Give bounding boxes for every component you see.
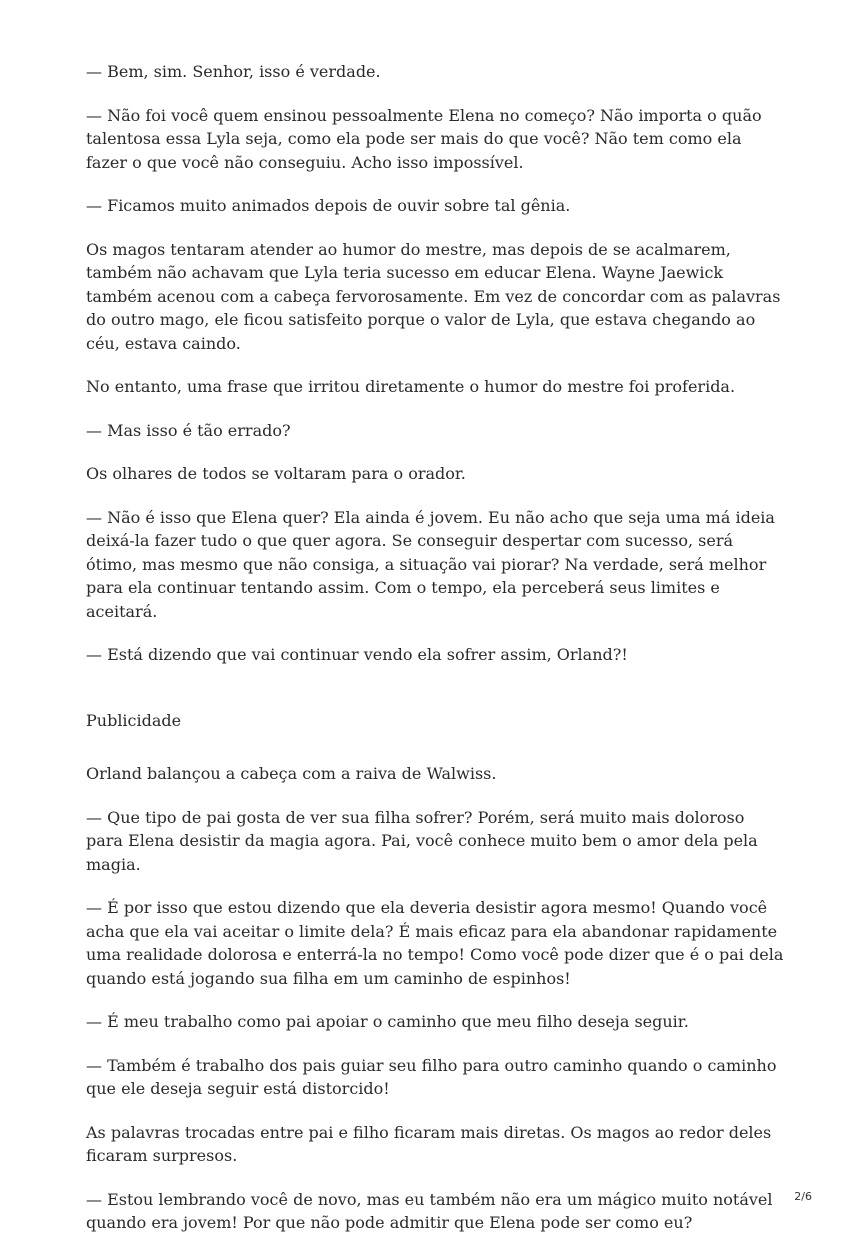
paragraph: — Mas isso é tão errado?: [86, 420, 291, 440]
paragraph: No entanto, uma frase que irritou diretamente o humor do mestre foi proferida.: [86, 377, 736, 396]
paragraph: Os magos tentaram atender ao humor do mestre, mas depois de se acalmarem, também não achavam que Lyla teria sucesso em educar Elena. Wayne Jaewick também acenou com a cabeça fervorosamente. Em vez de concordar com as palavras do outro mago, ele ficou satisfeito porque o valor de Lyla, que estava chegando ao céu, estava caindo.: [86, 239, 781, 353]
paragraph: — É meu trabalho como pai apoiar o caminho que meu filho deseja seguir.: [86, 1012, 689, 1031]
paragraph: — Ficamos muito animados depois de ouvir sobre tal gênia.: [86, 196, 571, 215]
paragraph: — Que tipo de pai gosta de ver sua filha sofrer? Porém, será muito mais doloroso para Elena desistir da magia agora. Pai, você conhece muito bem o amor dela pela magia.: [86, 807, 758, 874]
paragraph: Os olhares de todos se voltaram para o orador.: [86, 464, 466, 483]
document-body: [86, 60, 786, 1255]
paragraph: As palavras trocadas entre pai e filho ficaram mais diretas. Os magos ao redor deles ficaram surpresos.: [86, 1122, 772, 1165]
ad-label: Publicidade: [86, 710, 182, 730]
paragraph: — Bem, sim. Senhor, isso é verdade.: [86, 62, 381, 81]
page-number: 2/6: [794, 1190, 812, 1203]
paragraph: — Também é trabalho dos pais guiar seu filho para outro caminho quando o caminho que ele deseja seguir está distorcido!: [86, 1055, 777, 1098]
paragraph: — Não é isso que Elena quer? Ela ainda é jovem. Eu não acho que seja uma má ideia deixá-la fazer tudo o que quer agora. Se conseguir despertar com sucesso, será ótimo, mas mesmo que não consiga, a situação vai piorar? Na verdade, será melhor para ela continuar tentando assim. Com o tempo, ela perceberá seus limites e aceitará.: [86, 507, 775, 621]
paragraph: — Está dizendo que vai continuar vendo ela sofrer assim, Orland?!: [86, 645, 628, 664]
paragraph: — Não foi você quem ensinou pessoalmente Elena no começo? Não importa o quão talentosa essa Lyla seja, como ela pode ser mais do que você? Não tem como ela fazer o que você não conseguiu. Acho isso impossível.: [86, 105, 762, 172]
paragraph: — É por isso que estou dizendo que ela deveria desistir agora mesmo! Quando você acha que ela vai aceitar o limite dela? É mais eficaz para ela abandonar rapidamente uma realidade dolorosa e enterrá-la no tempo! Como você pode dizer que é o pai dela quando está jogando sua filha em um caminho de espinhos!: [86, 898, 784, 988]
paragraph: Orland balançou a cabeça com a raiva de Walwiss.: [86, 764, 497, 783]
paragraph: — Estou lembrando você de novo, mas eu também não era um mágico muito notável quando era jovem! Por que não pode admitir que Elena pode ser como eu?: [86, 1189, 773, 1232]
